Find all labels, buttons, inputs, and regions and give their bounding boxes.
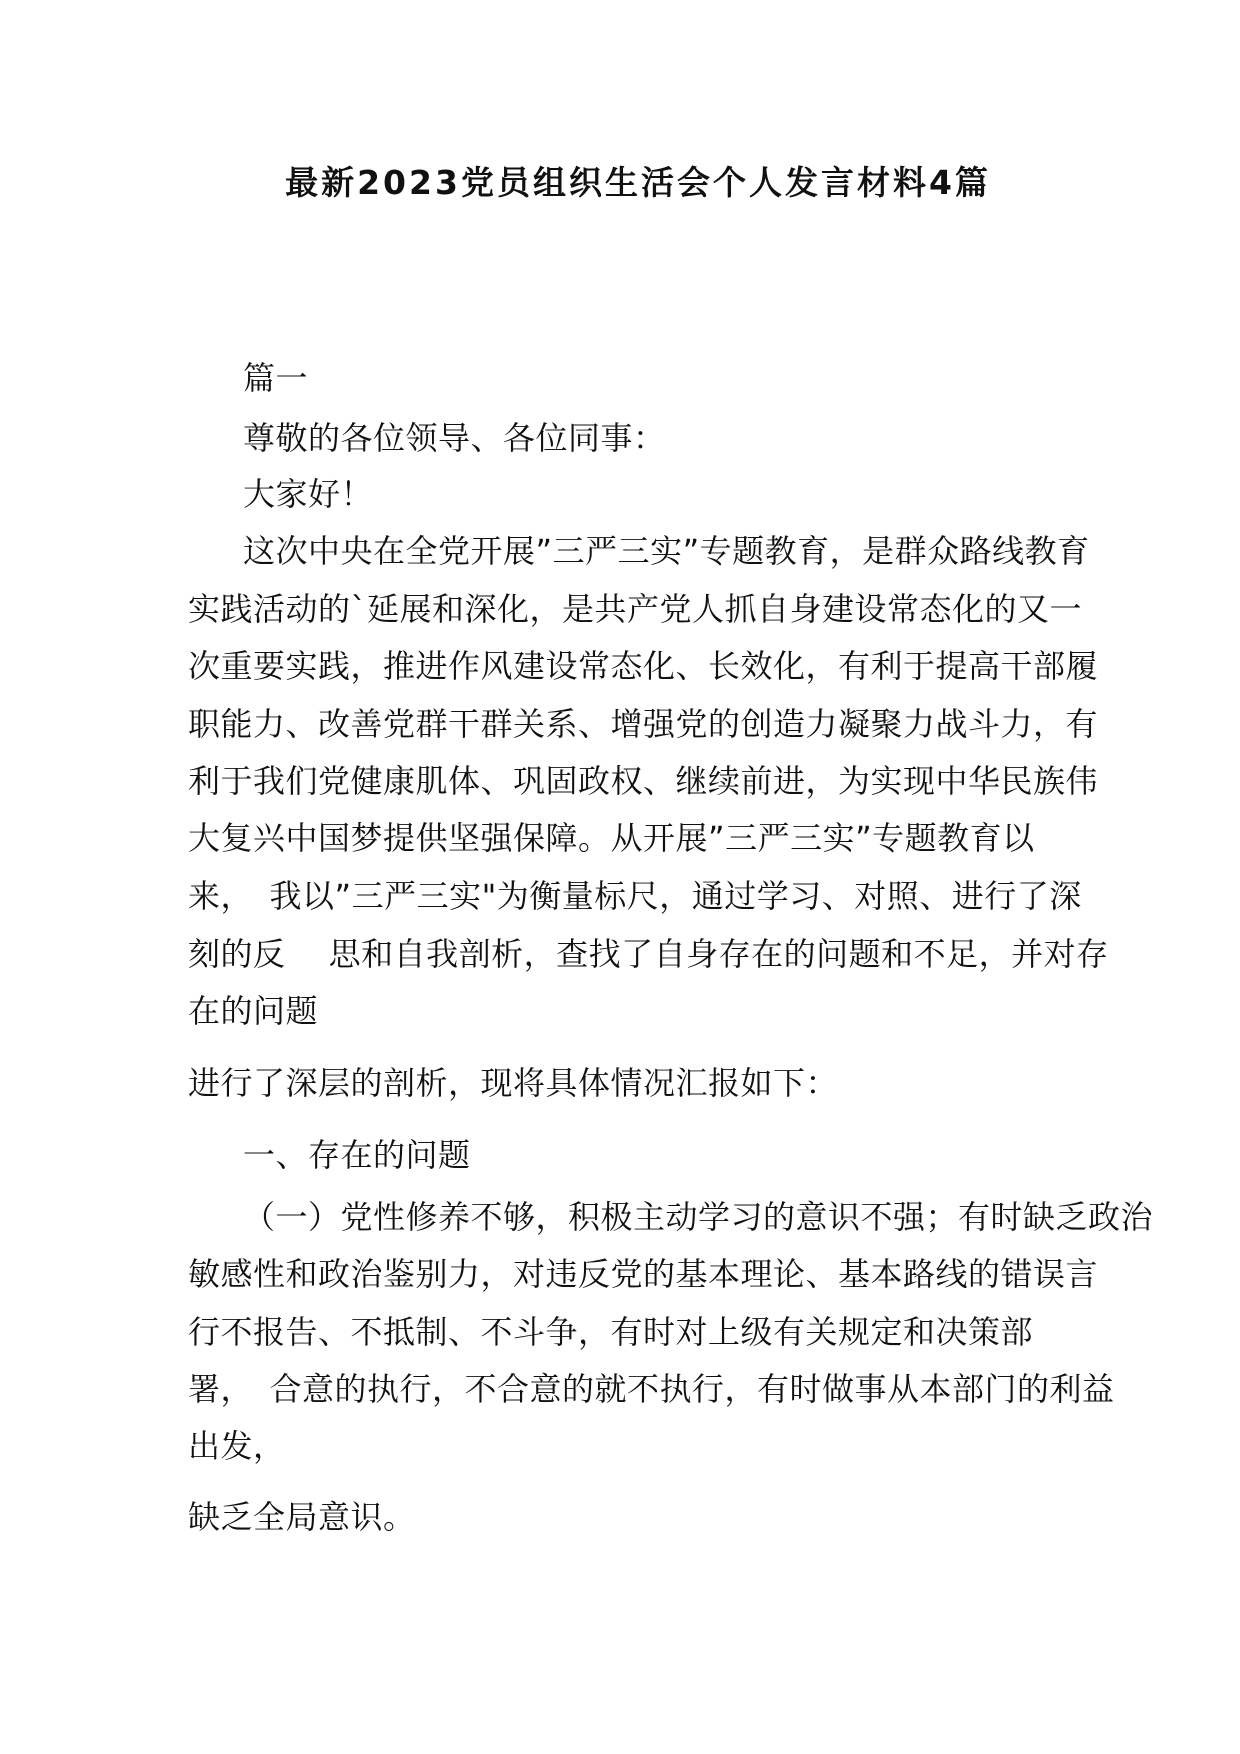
section-heading-problems: 一、存在的问题 bbox=[243, 1136, 471, 1174]
section-heading-part-one: 篇一 bbox=[243, 359, 309, 397]
paragraph-line: 职能力、改善党群干群关系、增强党的创造力凝聚力战斗力，有 bbox=[188, 705, 1099, 743]
paragraph-line: 这次中央在全党开展”三严三实”专题教育，是群众路线教育 bbox=[243, 532, 1090, 570]
paragraph-line: 刻的反 思和自我剖析，查找了自身存在的问题和不足，并对存 bbox=[188, 935, 1109, 973]
salutation: 尊敬的各位领导、各位同事： bbox=[243, 419, 666, 457]
paragraph-line: （一）党性修养不够，积极主动学习的意识不强；有时缺乏政治 bbox=[243, 1198, 1154, 1236]
paragraph-line: 署， 合意的执行，不合意的就不执行，有时做事从本部门的利益 bbox=[188, 1370, 1115, 1408]
paragraph-line: 利于我们党健康肌体、巩固政权、继续前进，为实现中华民族伟 bbox=[188, 762, 1099, 800]
paragraph-line: 行不报告、不抵制、不斗争，有时对上级有关规定和决策部 bbox=[188, 1313, 1034, 1351]
paragraph-line: 缺乏全局意识。 bbox=[188, 1498, 416, 1536]
paragraph-line: 出发， bbox=[188, 1427, 286, 1465]
document-title: 最新2023党员组织生活会个人发言材料4篇 bbox=[285, 163, 991, 202]
paragraph-line: 来， 我以”三严三实"为衡量标尺，通过学习、对照、进行了深 bbox=[188, 877, 1082, 915]
paragraph-line: 进行了深层的剖析，现将具体情况汇报如下： bbox=[188, 1064, 839, 1102]
paragraph-line: 大复兴中国梦提供坚强保障。从开展”三严三实”专题教育以 bbox=[188, 819, 1035, 857]
paragraph-line: 实践活动的`延展和深化，是共产党人抓自身建设常态化的又一 bbox=[188, 590, 1083, 628]
paragraph-line: 次重要实践，推进作风建设常态化、长效化，有利于提高干部履 bbox=[188, 647, 1099, 685]
greeting: 大家好！ bbox=[243, 475, 374, 513]
paragraph-line: 在的问题 bbox=[188, 992, 319, 1030]
paragraph-line: 敏感性和政治鉴别力，对违反党的基本理论、基本路线的错误言 bbox=[188, 1255, 1099, 1293]
